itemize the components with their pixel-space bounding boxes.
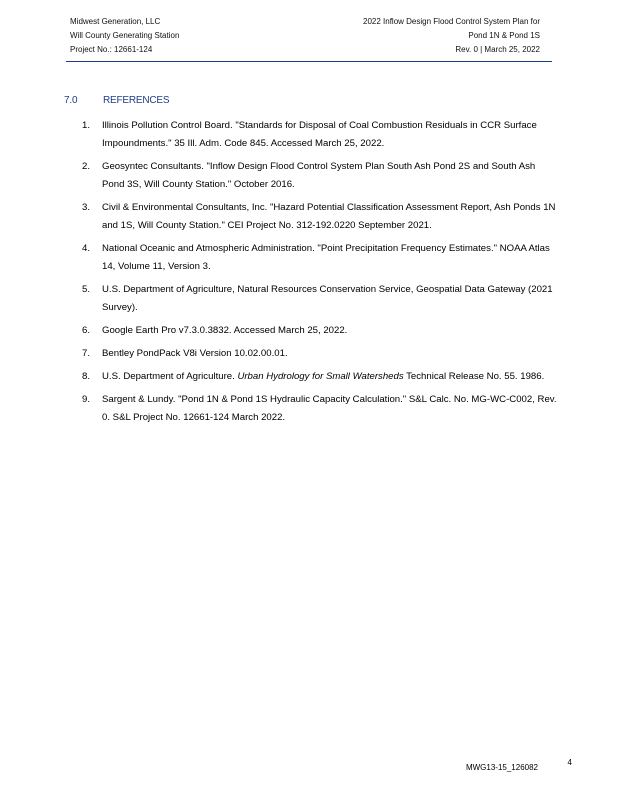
reference-text: Bentley PondPack V8i Version 10.02.00.01. [102,348,288,359]
reference-item [80,345,560,363]
reference-text-after: Technical Release No. 55. 1986. [403,371,545,382]
reference-text: Geosyntec Consultants. "Inflow Design Flood Control System Plan South Ash Pond 2S and South Ash Pond 3S, Will County Station." October 2016. [102,161,536,190]
reference-number: 6. [82,325,91,336]
reference-text: U.S. Department of Agriculture, Natural Resources Conservation Service, Geospatial Data Gateway (2021 Survey). [102,284,553,313]
reference-item [80,117,560,153]
reference-title-italic: Urban Hydrology for Small Watersheds [237,371,404,382]
section-number: 7.0 [64,95,78,106]
reference-item [80,368,560,386]
reference-number: 7. [82,348,91,359]
header-right [363,15,540,57]
reference-number: 3. [82,202,91,213]
reference-item [80,281,560,317]
reference-text: Sargent & Lundy. "Pond 1N & Pond 1S Hydraulic Capacity Calculation." S&L Calc. No. MG-WC-C002, Rev. 0. S&L Project No. 12661-124 March 2022. [102,394,557,423]
reference-number: 4. [82,243,91,254]
reference-number: 9. [82,394,91,405]
station-name: Will County Generating Station [70,31,180,40]
reference-number: 2. [82,161,91,172]
page-number: 4 [567,758,572,767]
reference-item [80,322,560,340]
reference-item [80,391,560,427]
reference-text: National Oceanic and Atmospheric Administration. "Point Precipitation Frequency Estimates." NOAA Atlas 14, Volume 11, Version 3. [102,243,550,272]
header-divider [66,61,552,62]
header-left [70,15,179,57]
reference-item [80,199,560,235]
section-title: REFERENCES [103,95,170,106]
document-code: MWG13-15_126082 [465,763,538,772]
project-number: Project No.: 12661-124 [70,45,153,54]
reference-number: 8. [82,371,91,382]
reference-item [80,158,560,194]
reference-text: Google Earth Pro v7.3.0.3832. Accessed March 25, 2022. [102,325,348,336]
reference-number: 5. [82,284,91,295]
document-title: 2022 Inflow Design Flood Control System Plan for [363,17,540,26]
document-subtitle: Pond 1N & Pond 1S [468,31,540,40]
reference-text: Civil & Environmental Consultants, Inc. "Hazard Potential Classification Assessment Report, Ash Ponds 1N and 1S, Will County Station." CEI Project No. 312-192.0220 September 2021. [102,202,556,231]
reference-item [80,240,560,276]
reference-list [80,117,560,432]
reference-text-before: U.S. Department of Agriculture. [102,371,238,382]
reference-number: 1. [82,120,91,131]
reference-text: Illinois Pollution Control Board. "Standards for Disposal of Coal Combustion Residuals in CCR Surface Impoundments." 35 Ill. Adm. Code 845. Accessed March 25, 2022. [102,120,537,149]
revision-date: Rev. 0 | March 25, 2022 [455,45,540,54]
company-name: Midwest Generation, LLC [70,17,161,26]
